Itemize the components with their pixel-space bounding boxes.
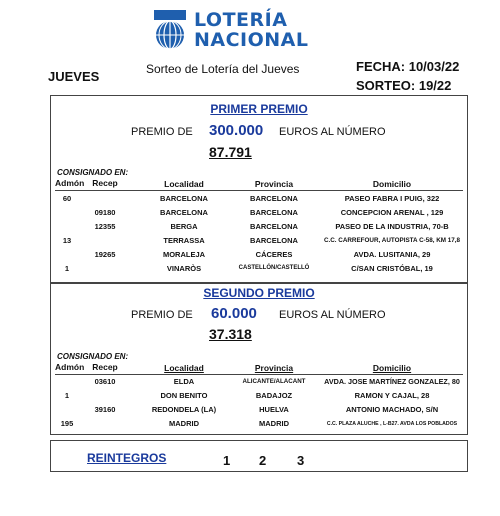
cell-domicilio: C/SAN CRISTÓBAL, 19 [351,264,433,273]
col-provincia: Provincia [254,179,294,189]
prize-title: PRIMER PREMIO [210,102,308,116]
reintegro-number: 2 [259,453,267,468]
fecha-label: FECHA: 10/03/22 [356,59,460,74]
cell-admon: 13 [62,236,72,245]
cell-admon: 195 [60,419,74,428]
col-recep: Recep [92,178,118,188]
sorteo-label: SORTEO: 19/22 [356,78,452,93]
col-admon: Admón [55,178,85,188]
cell-domicilio: AVDA. JOSE MARTÍNEZ GONZALEZ, 80 [324,377,460,386]
col-provincia: Provincia [254,363,294,373]
cell-recep: 19265 [94,250,116,259]
cell-provincia: BADAJOZ [255,391,293,400]
consignado-label: CONSIGNADO EN: [57,352,129,361]
cell-domicilio: C.C. CARREFOUR, AUTOPISTA C-58, KM 17,8 [323,237,461,244]
cell-localidad: REDONDELA (LA) [151,405,217,414]
logo-text [194,10,308,50]
cell-admon: 1 [64,391,70,400]
cell-provincia: HUELVA [259,405,289,414]
col-localidad: Localidad [164,179,204,189]
reintegro-number: 1 [223,453,231,468]
cell-admon: 1 [64,264,70,273]
cell-domicilio: PASEO FABRA I PUIG, 322 [344,194,440,203]
day-label: JUEVES [48,69,100,84]
segundo-premio-section [50,283,468,435]
cell-localidad: BERGA [170,222,198,231]
subtitle: Sorteo de Lotería del Jueves [146,62,300,76]
cell-localidad: ELDA [173,377,195,386]
cell-domicilio: PASEO DE LA INDUSTRIA, 70-B [335,222,449,231]
cell-localidad: MORALEJA [162,250,206,259]
premio-de-label: PREMIO DE [131,309,193,321]
cell-localidad: BARCELONA [160,194,208,203]
col-recep: Recep [92,362,118,372]
cell-domicilio: C.C. PLAZA ALUCHE , L-B27. AVDA LOS POBLADOS [326,421,458,427]
cell-localidad: VINARÒS [166,264,202,273]
cell-provincia: MADRID [259,419,289,428]
reintegro-number: 3 [297,453,305,468]
loteria-nacional-logo [152,10,312,54]
euros-label: EUROS AL NÚMERO [279,126,386,138]
cell-domicilio: CONCEPCION ARENAL , 129 [340,208,444,217]
cell-localidad: TERRASSA [163,236,205,245]
cell-localidad: BARCELONA [160,208,208,217]
cell-recep: 09180 [94,208,116,217]
cell-provincia: CÁCERES [255,250,293,259]
primer-premio-section [50,95,468,283]
prize-amount: 300.000 [209,122,264,139]
cell-localidad: DON BENITO [160,391,208,400]
col-domicilio: Domicilio [372,179,412,189]
cell-provincia: CASTELLÓN/CASTELLÓ [238,265,310,271]
col-localidad: Localidad [164,363,204,373]
logo-line1: LOTERÍA [194,9,288,31]
euros-label: EUROS AL NÚMERO [279,309,386,321]
cell-provincia: BARCELONA [250,194,298,203]
cell-recep: 03610 [94,377,116,386]
cell-provincia: BARCELONA [250,208,298,217]
prize-amount: 60.000 [211,305,257,322]
cell-admon: 60 [62,194,72,203]
consignado-label: CONSIGNADO EN: [57,168,129,177]
cell-domicilio: AVDA. LUSITANIA, 29 [353,250,431,259]
cell-domicilio: ANTONIO MACHADO, S/N [345,405,439,414]
winning-number: 87.791 [209,144,252,160]
premio-de-label: PREMIO DE [131,126,193,138]
cell-localidad: MADRID [169,419,199,428]
cell-provincia: ALICANTE/ALACANT [242,378,306,385]
cell-recep: 39160 [94,405,116,414]
winning-number: 37.318 [209,326,252,342]
header-divider [55,190,463,191]
cell-provincia: BARCELONA [250,236,298,245]
prize-title: SEGUNDO PREMIO [203,286,315,300]
globe-crown-icon [152,10,188,50]
reintegros-section [50,440,468,472]
col-domicilio: Domicilio [372,363,412,373]
header-divider [55,374,463,375]
logo-line2: NACIONAL [194,29,309,51]
cell-provincia: BARCELONA [250,222,298,231]
reintegros-label: REINTEGROS [87,451,167,465]
cell-domicilio: RAMON Y CAJAL, 28 [354,391,430,400]
col-admon: Admón [55,362,85,372]
cell-recep: 12355 [94,222,116,231]
